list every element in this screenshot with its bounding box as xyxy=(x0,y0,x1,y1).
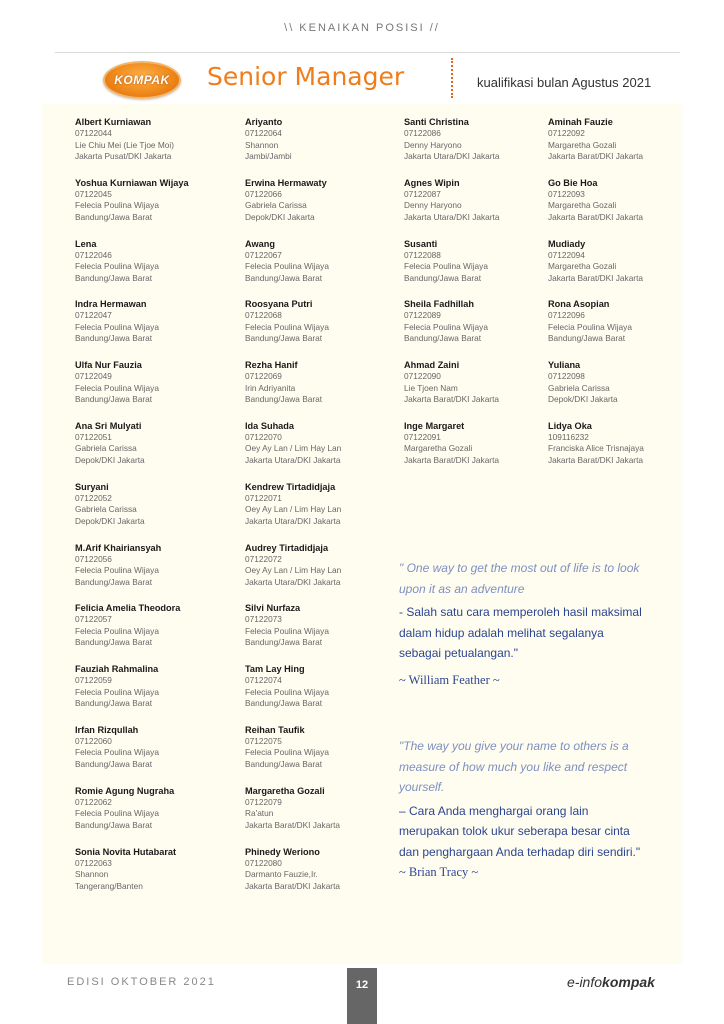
member-sponsor: Felecia Poulina Wijaya xyxy=(245,625,329,636)
logo-text: KOMPAK xyxy=(114,73,170,87)
member-id: 07122098 xyxy=(548,371,585,382)
member-sponsor: Lie Chiu Mei (Lie Tjoe Moi) xyxy=(75,139,174,150)
page-number-box xyxy=(347,968,377,1024)
member-sponsor: Gabriela Carissa xyxy=(75,443,137,454)
member-id: 07122087 xyxy=(404,188,441,199)
member-sponsor: Gabriela Carissa xyxy=(75,504,137,515)
quote-english: " One way to get the most out of life is to look upon it as an adventure xyxy=(399,561,640,596)
member-location: Jambi/Jambi xyxy=(245,151,292,161)
member-entry xyxy=(75,724,240,785)
member-location: Jakarta Pusat/DKI Jakarta xyxy=(75,151,172,161)
member-column-4 xyxy=(548,116,713,481)
member-id: 07122060 xyxy=(75,735,112,746)
member-name: Susanti xyxy=(404,238,438,249)
member-sponsor: Margaretha Gozali xyxy=(404,443,473,454)
member-id: 109116232 xyxy=(548,431,589,442)
member-location: Jakarta Barat/DKI Jakarta xyxy=(245,819,340,830)
member-location: Depok/DKI Jakarta xyxy=(75,515,145,526)
member-sponsor: Felecia Poulina Wijaya xyxy=(245,747,329,758)
member-entry xyxy=(245,420,410,481)
member-location: Jakarta Utara/DKI Jakarta xyxy=(245,454,341,465)
qualification-subtitle: kualifikasi bulan Agustus 2021 xyxy=(477,75,652,90)
quote-feather xyxy=(399,558,649,688)
kompak-logo xyxy=(103,61,181,99)
member-entry xyxy=(75,481,240,542)
member-sponsor: Felecia Poulina Wijaya xyxy=(404,261,488,272)
member-name: Roosyana Putri xyxy=(245,299,313,310)
member-entry xyxy=(548,359,713,420)
member-sponsor: Oey Ay Lan / Lim Hay Lan xyxy=(245,443,342,454)
member-location: Jakarta Barat/DKI Jakarta xyxy=(548,211,643,222)
member-entry xyxy=(245,481,410,542)
member-column-1 xyxy=(75,116,240,906)
member-id: 07122066 xyxy=(245,188,282,199)
member-sponsor: Ra'atun xyxy=(245,808,274,819)
member-name: Lidya Oka xyxy=(548,420,592,431)
member-sponsor: Shannon xyxy=(75,869,109,880)
member-location: Bandung/Jawa Barat xyxy=(245,272,323,283)
member-entry xyxy=(404,116,569,177)
member-id: 07122070 xyxy=(245,431,282,442)
member-id: 07122047 xyxy=(75,310,112,321)
member-sponsor: Felecia Poulina Wijaya xyxy=(75,625,159,636)
quote-indonesian: - Salah satu cara memperoleh hasil maksimal dalam hidup adalah melihat segalanya sebagai petualangan." xyxy=(399,605,642,660)
member-name: Sonia Novita Hutabarat xyxy=(75,846,177,857)
member-sponsor: Felecia Poulina Wijaya xyxy=(75,747,159,758)
member-column-2 xyxy=(245,116,410,906)
member-location: Bandung/Jawa Barat xyxy=(548,333,626,344)
member-entry xyxy=(404,298,569,359)
member-entry xyxy=(245,359,410,420)
member-location: Bandung/Jawa Barat xyxy=(75,637,153,648)
member-id: 07122080 xyxy=(245,857,282,868)
page-number: 12 xyxy=(355,979,369,991)
member-location: Tangerang/Banten xyxy=(75,880,143,891)
member-id: 07122073 xyxy=(245,614,282,625)
member-id: 07122045 xyxy=(75,188,112,199)
member-column-3 xyxy=(404,116,569,481)
member-location: Jakarta Barat/DKI Jakarta xyxy=(245,880,340,891)
member-name: Audrey Tirtadidjaja xyxy=(245,542,329,553)
member-name: Agnes Wipin xyxy=(404,177,460,188)
member-sponsor: Denny Haryono xyxy=(404,200,462,211)
member-sponsor: Felecia Poulina Wijaya xyxy=(75,261,159,272)
member-location: Jakarta Utara/DKI Jakarta xyxy=(245,515,341,526)
member-entry xyxy=(548,238,713,299)
member-name: Kendrew Tirtadidjaja xyxy=(245,481,336,492)
title-divider xyxy=(451,58,453,98)
member-location: Depok/DKI Jakarta xyxy=(245,211,315,222)
member-name: Ariyanto xyxy=(245,117,283,127)
quote-author: ~ Brian Tracy ~ xyxy=(399,865,479,879)
member-location: Jakarta Utara/DKI Jakarta xyxy=(404,151,500,161)
member-location: Bandung/Jawa Barat xyxy=(404,272,482,283)
member-id: 07122069 xyxy=(245,371,282,382)
member-sponsor: Irin Adriyanita xyxy=(245,382,296,393)
member-name: Phinedy Weriono xyxy=(245,846,320,857)
member-name: Fauziah Rahmalina xyxy=(75,664,159,675)
member-id: 07122094 xyxy=(548,249,585,260)
member-entry xyxy=(245,602,410,663)
member-name: Go Bie Hoa xyxy=(548,177,598,188)
member-location: Bandung/Jawa Barat xyxy=(75,333,153,344)
member-id: 07122090 xyxy=(404,371,441,382)
quote-tracy xyxy=(399,736,649,883)
member-id: 07122067 xyxy=(245,249,282,260)
member-sponsor: Franciska Alice Trisnajaya xyxy=(548,443,644,454)
member-name: Indra Hermawan xyxy=(75,299,147,310)
member-name: Sheila Fadhillah xyxy=(404,299,474,310)
member-entry xyxy=(245,846,410,907)
member-id: 07122089 xyxy=(404,310,441,321)
member-sponsor: Felecia Poulina Wijaya xyxy=(75,808,159,819)
member-entry xyxy=(548,298,713,359)
member-name: Mudiady xyxy=(548,238,586,249)
member-id: 07122062 xyxy=(75,796,112,807)
member-id: 07122051 xyxy=(75,431,112,442)
member-entry xyxy=(404,420,569,481)
member-sponsor: Gabriela Carissa xyxy=(548,382,610,393)
quote-indonesian xyxy=(399,801,649,883)
member-sponsor: Margaretha Gozali xyxy=(548,139,617,150)
quote-english: "The way you give your name to others is a measure of how much you like and respect yourself. xyxy=(399,739,629,794)
page-title: Senior Manager xyxy=(207,62,405,91)
member-location: Jakarta Barat/DKI Jakarta xyxy=(404,394,499,405)
member-entry xyxy=(245,663,410,724)
member-entry xyxy=(245,298,410,359)
member-entry xyxy=(548,116,713,177)
member-entry xyxy=(245,238,410,299)
member-entry xyxy=(75,359,240,420)
member-id: 07122074 xyxy=(245,675,282,686)
member-name: Inge Margaret xyxy=(404,420,465,431)
member-name: Awang xyxy=(245,238,275,249)
member-name: Ida Suhada xyxy=(245,420,295,431)
member-entry xyxy=(75,663,240,724)
member-location: Bandung/Jawa Barat xyxy=(404,333,482,344)
member-id: 07122093 xyxy=(548,188,585,199)
member-name: Rezha Hanif xyxy=(245,360,298,371)
member-sponsor: Felecia Poulina Wijaya xyxy=(245,261,329,272)
member-id: 07122079 xyxy=(245,796,282,807)
member-name: Suryani xyxy=(75,481,109,492)
member-entry xyxy=(245,116,410,177)
member-location: Bandung/Jawa Barat xyxy=(75,211,153,222)
member-entry xyxy=(245,177,410,238)
member-id: 07122071 xyxy=(245,492,282,503)
member-location: Bandung/Jawa Barat xyxy=(75,698,153,709)
member-name: Yoshua Kurniawan Wijaya xyxy=(75,177,189,188)
member-location: Jakarta Barat/DKI Jakarta xyxy=(404,454,499,465)
member-name: Ana Sri Mulyati xyxy=(75,420,142,431)
member-name: Santi Christina xyxy=(404,117,469,127)
member-name: Irfan Rizqullah xyxy=(75,724,139,735)
member-name: Ulfa Nur Fauzia xyxy=(75,360,142,371)
quote-indonesian-text: – Cara Anda menghargai orang lain merupakan tolok ukur seberapa besar cinta dan penghargaan Anda terhadap diri sendiri." xyxy=(399,803,641,859)
member-id: 07122075 xyxy=(245,735,282,746)
member-entry xyxy=(75,177,240,238)
member-name: Rona Asopian xyxy=(548,299,610,310)
member-id: 07122091 xyxy=(404,431,441,442)
member-sponsor: Felecia Poulina Wijaya xyxy=(245,321,329,332)
member-sponsor: Felecia Poulina Wijaya xyxy=(548,321,632,332)
member-id: 07122056 xyxy=(75,553,112,564)
member-sponsor: Oey Ay Lan / Lim Hay Lan xyxy=(245,565,342,576)
member-name: Romie Agung Nugraha xyxy=(75,785,175,796)
member-location: Bandung/Jawa Barat xyxy=(75,819,153,830)
member-entry xyxy=(245,785,410,846)
member-id: 07122068 xyxy=(245,310,282,321)
member-entry xyxy=(404,359,569,420)
member-sponsor: Felecia Poulina Wijaya xyxy=(75,686,159,697)
member-entry xyxy=(404,238,569,299)
member-id: 07122049 xyxy=(75,371,112,382)
brand-wordmark xyxy=(567,974,655,990)
member-entry xyxy=(245,724,410,785)
member-entry xyxy=(548,177,713,238)
member-name: Aminah Fauzie xyxy=(548,117,613,127)
member-name: Reihan Taufik xyxy=(245,724,305,735)
member-location: Jakarta Barat/DKI Jakarta xyxy=(548,151,643,161)
member-name: Albert Kurniawan xyxy=(75,117,152,127)
member-sponsor: Felecia Poulina Wijaya xyxy=(245,686,329,697)
edition-label: EDISI OKTOBER 2021 xyxy=(67,976,216,988)
member-id: 07122046 xyxy=(75,249,112,260)
member-entry xyxy=(245,542,410,603)
member-id: 07122059 xyxy=(75,675,112,686)
member-location: Bandung/Jawa Barat xyxy=(75,394,153,405)
member-entry xyxy=(75,420,240,481)
member-entry xyxy=(75,785,240,846)
member-entry xyxy=(75,602,240,663)
member-location: Jakarta Barat/DKI Jakarta xyxy=(548,454,643,465)
member-id: 07122086 xyxy=(404,128,441,138)
member-sponsor: Shannon xyxy=(245,139,279,150)
member-name: Erwina Hermawaty xyxy=(245,177,327,188)
member-location: Bandung/Jawa Barat xyxy=(75,272,153,283)
member-id: 07122044 xyxy=(75,128,112,138)
brand-bold: kompak xyxy=(602,974,655,990)
member-location: Bandung/Jawa Barat xyxy=(245,394,323,405)
member-location: Bandung/Jawa Barat xyxy=(75,758,153,769)
member-id: 07122064 xyxy=(245,128,282,138)
member-id: 07122096 xyxy=(548,310,585,321)
section-label: \\ KENAIKAN POSISI // xyxy=(284,22,440,34)
member-sponsor: Felecia Poulina Wijaya xyxy=(404,321,488,332)
member-sponsor: Margaretha Gozali xyxy=(548,200,617,211)
member-sponsor: Lie Tjoen Nam xyxy=(404,382,458,393)
member-sponsor: Darmanto Fauzie,Ir. xyxy=(245,869,318,880)
member-name: Felicia Amelia Theodora xyxy=(75,603,181,614)
member-sponsor: Oey Ay Lan / Lim Hay Lan xyxy=(245,504,342,515)
member-id: 07122063 xyxy=(75,857,112,868)
member-location: Jakarta Utara/DKI Jakarta xyxy=(245,576,341,587)
member-id: 07122052 xyxy=(75,492,112,503)
member-name: Yuliana xyxy=(548,360,581,371)
member-sponsor: Margaretha Gozali xyxy=(548,261,617,272)
member-sponsor: Felecia Poulina Wijaya xyxy=(75,382,159,393)
member-entry xyxy=(404,177,569,238)
member-id: 07122057 xyxy=(75,614,112,625)
member-entry xyxy=(75,846,240,907)
member-entry xyxy=(75,116,240,177)
brand-prefix: e-info xyxy=(567,974,603,990)
member-sponsor: Denny Haryono xyxy=(404,139,462,150)
member-name: Ahmad Zaini xyxy=(404,360,460,371)
member-name: Silvi Nurfaza xyxy=(245,603,301,614)
member-location: Bandung/Jawa Barat xyxy=(245,758,323,769)
member-name: Margaretha Gozali xyxy=(245,785,325,796)
member-name: Lena xyxy=(75,238,97,249)
member-entry xyxy=(75,542,240,603)
quote-author: ~ William Feather ~ xyxy=(399,672,500,687)
member-entry xyxy=(548,420,713,481)
member-location: Bandung/Jawa Barat xyxy=(75,576,153,587)
member-name: M.Arif Khairiansyah xyxy=(75,542,162,553)
member-sponsor: Felecia Poulina Wijaya xyxy=(75,565,159,576)
member-entry xyxy=(75,298,240,359)
member-location: Jakarta Utara/DKI Jakarta xyxy=(404,211,500,222)
member-location: Bandung/Jawa Barat xyxy=(245,333,323,344)
member-sponsor: Felecia Poulina Wijaya xyxy=(75,200,159,211)
member-location: Jakarta Barat/DKI Jakarta xyxy=(548,272,643,283)
member-location: Depok/DKI Jakarta xyxy=(75,454,145,465)
member-sponsor: Gabriela Carissa xyxy=(245,200,307,211)
member-sponsor: Felecia Poulina Wijaya xyxy=(75,321,159,332)
member-id: 07122088 xyxy=(404,249,441,260)
header-divider xyxy=(55,52,680,53)
member-location: Depok/DKI Jakarta xyxy=(548,394,618,405)
member-id: 07122092 xyxy=(548,128,585,138)
member-entry xyxy=(75,238,240,299)
member-location: Bandung/Jawa Barat xyxy=(245,698,323,709)
member-name: Tam Lay Hing xyxy=(245,664,305,675)
member-location: Bandung/Jawa Barat xyxy=(245,637,323,648)
member-id: 07122072 xyxy=(245,553,282,564)
